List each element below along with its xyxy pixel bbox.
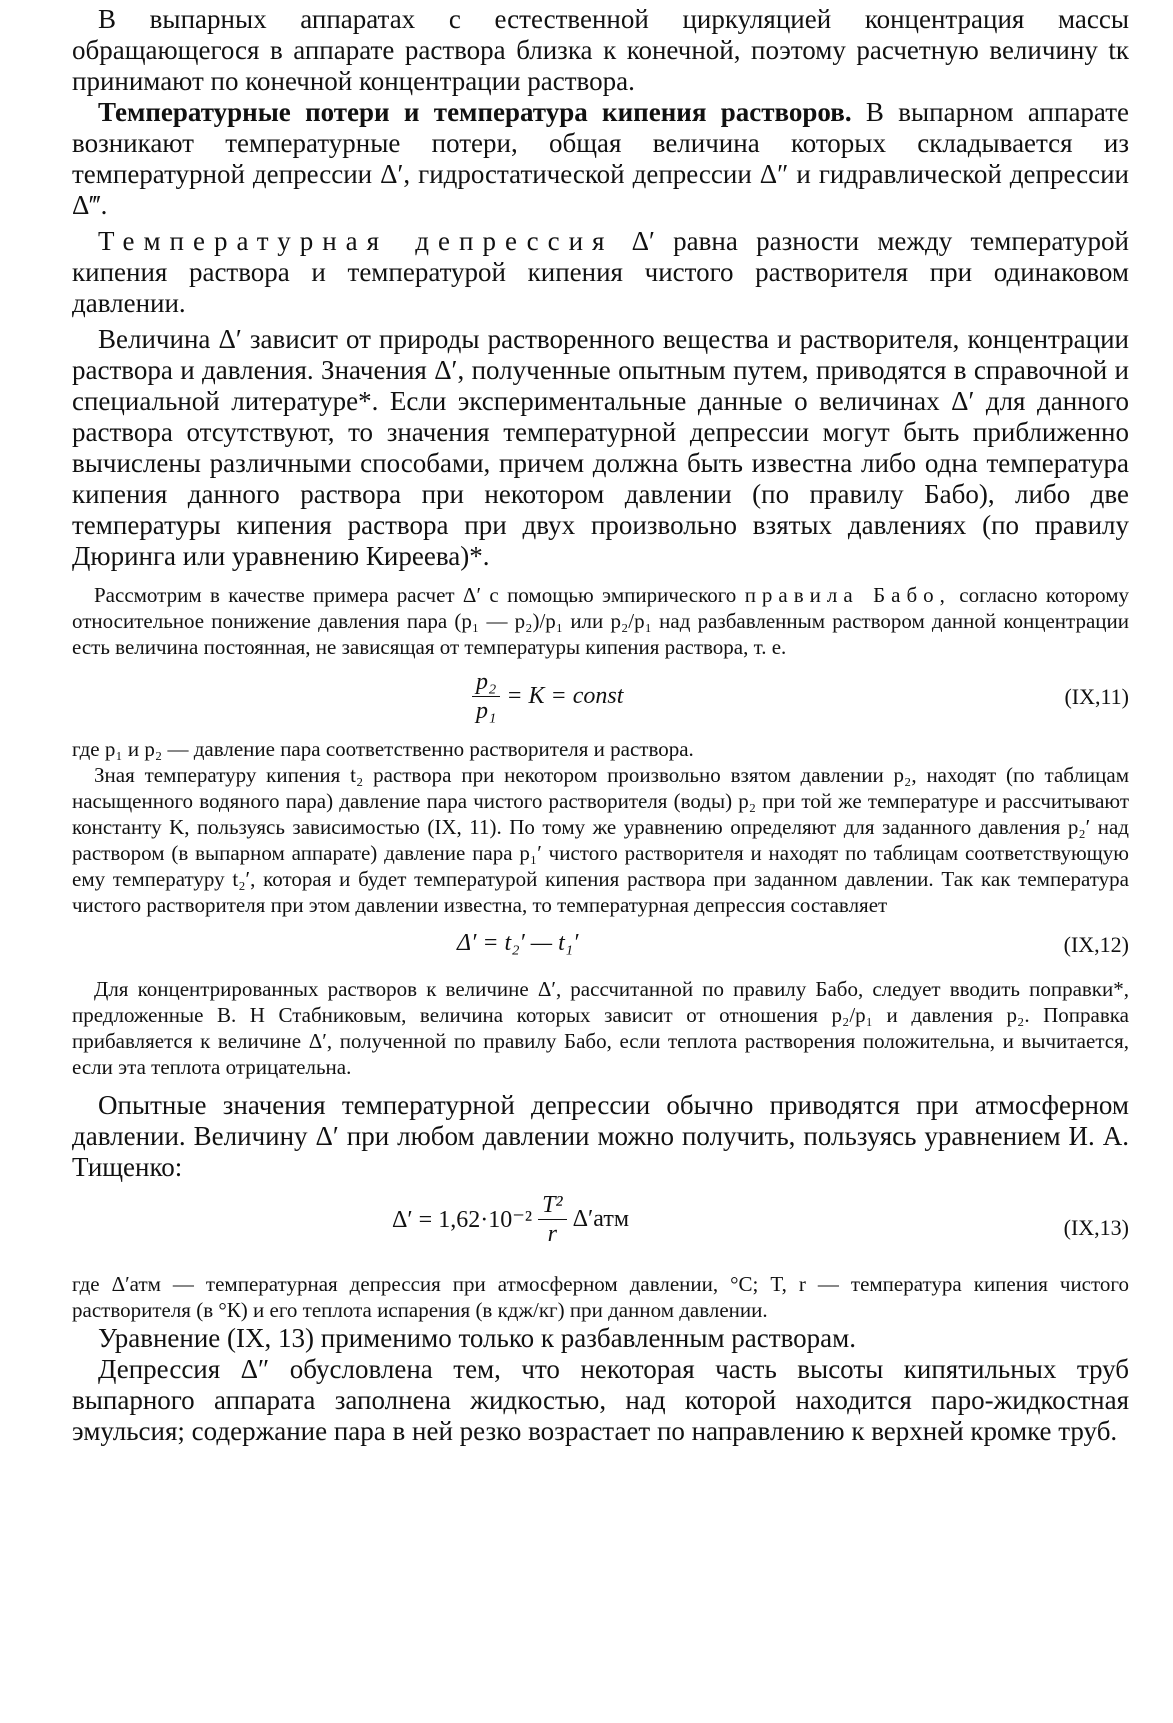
- formula-ix-12: [72, 922, 1129, 970]
- fraction-numerator: T²: [538, 1191, 567, 1220]
- equation-number: (IX,13): [1063, 1215, 1129, 1240]
- fraction-denominator: r: [547, 1221, 558, 1247]
- paragraph-text: Рассмотрим в качестве примера расчет Δ′ с помощью эмпирического: [94, 583, 737, 607]
- section-heading: Температурные потери и температура кипения растворов.: [98, 97, 852, 127]
- fraction-denominator: p₁: [476, 698, 497, 724]
- formula-expression: Δ′ = t₂′ — t₁′: [457, 930, 579, 956]
- formula-lhs: Δ′ = 1,62·10⁻²: [392, 1207, 533, 1233]
- small-paragraph-knowing-temperature: Зная температуру кипения t₂ раствора при некотором произвольно взятом давлении p₂, находят (по таблицам насыщенного водяного пара) давление пара чистого растворителя (воды) p₂ при той же температуре и рассчитывают константу K, пользуясь зависимостью (IX, 11). По тому же уравнению определяют для заданного давления p₂′ над раствором (в выпарном аппарате) давление пара p₁′ чистого растворителя и находят по таблицам соответствующую ему температуру t₂′, которая и будет температурой кипения раствора при заданном давлении. Так как температура чистого растворителя при этом давлении известна, то температурная депрессия составляет: [72, 763, 1129, 917]
- small-paragraph-where-p1-p2: где p₁ и p₂ — давление пара соответственно растворителя и раствора.: [72, 737, 694, 761]
- fraction-numerator: p₂: [472, 668, 500, 697]
- small-paragraph-stabnikov-corrections: Для концентрированных растворов к величине Δ′, рассчитанной по правилу Бабо, следует вводить поправки*, предложенные В. Н Стабниковым, величина которых зависит от отношения p₂/p₁ и давления p₂. Поправка прибавляется к величине Δ′, полученной по правилу Бабо, если теплота растворения положительна, и вычитается, если эта теплота отрицательна.: [72, 977, 1129, 1079]
- paragraph-temperature-depression: [72, 226, 1129, 319]
- fraction: [538, 1191, 567, 1248]
- spaced-term: правила Бабо,: [744, 583, 951, 607]
- paragraph-depression-double-prime: Депрессия Δ″ обусловлена тем, что некоторая часть высоты кипятильных труб выпарного аппарата заполнена жидкостью, над которой находится паро-жидкостная эмульсия; содержание пара в ней резко возрастает по направлению к верхней кромке труб.: [72, 1354, 1129, 1446]
- fraction: [472, 668, 500, 725]
- paragraph-equation-applicability: Уравнение (IX, 13) применимо только к разбавленным растворам.: [98, 1323, 856, 1353]
- paragraph-evaporator-concentration: В выпарных аппаратах с естественной циркуляцией концентрация массы обращающегося в аппарате раствора близка к конечной, поэтому расчетную величину tк принимают по конечной концентрации раствора.: [72, 4, 1129, 96]
- small-paragraph-babo-rule: [72, 582, 1129, 660]
- equation-number: (IX,12): [1063, 932, 1129, 957]
- formula-rhs: = K = const: [506, 683, 624, 709]
- paragraph-text: согласно которому относительное понижение давления пара (p₁ — p₂)/p₁ или p₂/p₁ над разбавленным раствором данной концентрации есть величина постоянная, не зависящая от температуры кипения раствора, т. е.: [72, 583, 1130, 659]
- paragraph-experimental-values: Опытные значения температурной депрессии обычно приводятся при атмосферном давлении. Величину Δ′ при любом давлении можно получить, пользуясь уравнением И. А. Тищенко:: [72, 1090, 1129, 1182]
- paragraph-depression-value: Величина Δ′ зависит от природы растворенного вещества и растворителя, концентрации раствора и давления. Значения Δ′, полученные опытным путем, приводятся в справочной и специальной литературе*. Если экспериментальные данные о величинах Δ′ для данного раствора отсутствуют, то значения температурной депрессии могут быть приближенно вычислены различными способами, причем должна быть известна либо одна температура кипения данного раствора при некотором давлении (по правилу Бабо), либо две температуры кипения раствора при двух произвольно взятых давлениях (по правилу Дюринга или уравнению Киреева)*.: [72, 324, 1129, 571]
- paragraph-temperature-losses: [72, 97, 1129, 221]
- paragraph-text: В выпарном аппарате возникают температурные потери, общая величина которых складывается из температурной депрессии Δ′, гидростатической депрессии Δ″ и гидравлической депрессии Δ‴.: [72, 97, 1129, 220]
- equation-number: (IX,11): [1064, 684, 1129, 709]
- formula-ix-11: [72, 666, 1129, 728]
- small-paragraph-where-delta-atm: где Δ′атм — температурная депрессия при атмосферном давлении, °С; T, r — температура кипения чистого растворителя (в °К) и его теплота испарения (в кдж/кг) при данном давлении.: [72, 1272, 1129, 1322]
- paragraph-text: Δ′ равна разности между температурой кипения раствора и температурой кипения чистого растворителя при одинаковом давлении.: [72, 226, 1129, 318]
- spaced-term: Температурная депрессия: [98, 226, 614, 256]
- formula-ix-13: [72, 1189, 1129, 1263]
- formula-rhs: Δ′атм: [572, 1206, 630, 1232]
